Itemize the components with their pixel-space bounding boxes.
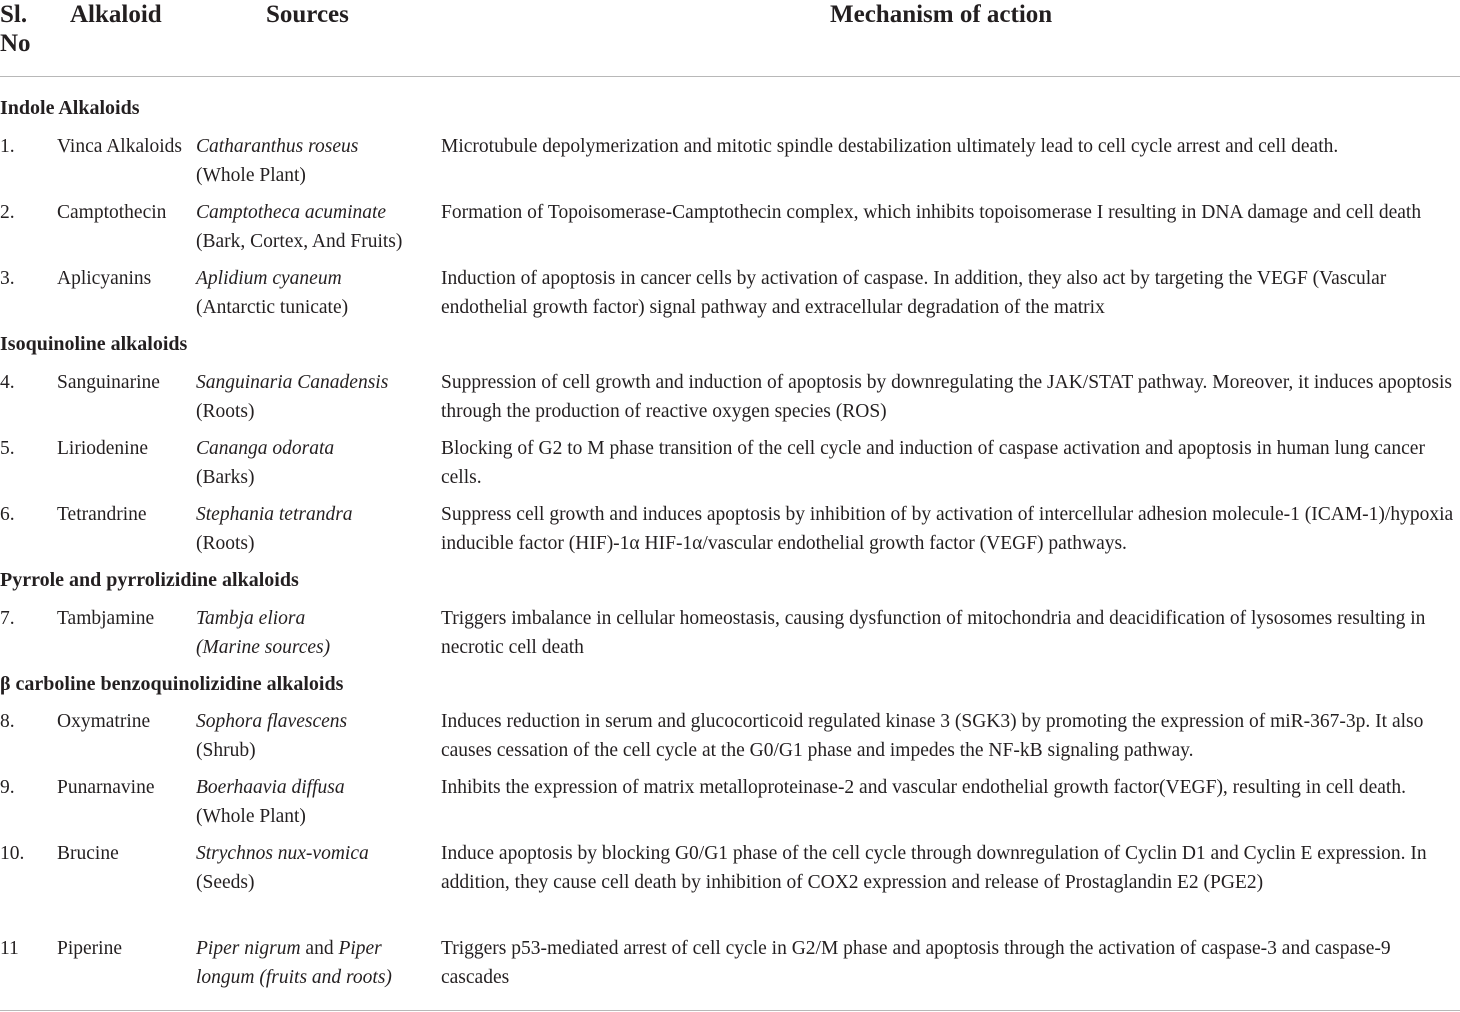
source-cell — [196, 434, 436, 492]
row-number: 2. — [0, 202, 15, 223]
row-number: 4. — [0, 372, 15, 393]
source-part: (Marine sources) — [196, 637, 331, 658]
source-part: (Whole Plant) — [196, 165, 306, 186]
row-number: 10. — [0, 843, 25, 864]
row-number: 11 — [0, 938, 19, 959]
source-part: (Antarctic tunicate) — [196, 297, 349, 318]
mechanism-text: Blocking of G2 to M phase transition of the cell cycle and induction of caspase activation and apoptosis in human lung cancer cells. — [441, 438, 1425, 488]
source-cell — [196, 773, 436, 831]
source-part: (Bark, Cortex, And Fruits) — [196, 231, 403, 252]
alkaloid-name: Piperine — [57, 938, 122, 959]
alkaloid-name: Vinca Alkaloids — [57, 136, 183, 157]
source-cell — [196, 707, 436, 765]
source-species: Camptotheca acuminate — [196, 202, 387, 223]
source-species: Tambja eliora — [196, 608, 306, 629]
source-cell — [196, 132, 436, 190]
source-cell — [196, 839, 436, 897]
row-number: 9. — [0, 777, 15, 798]
alkaloid-name: Aplicyanins — [57, 268, 152, 289]
source-cell — [196, 500, 436, 558]
source-part: (Roots) — [196, 401, 255, 422]
row-number: 8. — [0, 711, 15, 732]
source-cell — [196, 604, 436, 662]
source-part: (Seeds) — [196, 872, 255, 893]
header-sources: Sources — [266, 1, 349, 28]
source-species: Piper — [338, 938, 382, 959]
source-species: Catharanthus roseus — [196, 136, 359, 157]
source-species: Aplidium cyaneum — [196, 268, 342, 289]
section-title: β carboline benzoquinolizidine alkaloids — [0, 673, 344, 695]
alkaloid-name: Liriodenine — [57, 438, 148, 459]
header-sl-no: Sl. No — [0, 1, 31, 57]
mechanism-text: Formation of Topoisomerase-Camptothecin complex, which inhibits topoisomerase I resulting in DNA damage and cell death — [441, 202, 1422, 223]
row-number: 7. — [0, 608, 15, 629]
header-alkaloid: Alkaloid — [70, 1, 162, 28]
alkaloid-name: Camptothecin — [57, 202, 167, 223]
source-species: Sophora flavescens — [196, 711, 348, 732]
source-part: (Whole Plant) — [196, 806, 306, 827]
alkaloid-name: Sanguinarine — [57, 372, 160, 393]
row-number: 6. — [0, 504, 15, 525]
source-cell — [196, 934, 436, 992]
source-line-1 — [196, 934, 436, 963]
alkaloid-name: Punarnavine — [57, 777, 155, 798]
mechanism-text: Triggers imbalance in cellular homeostasis, causing dysfunction of mitochondria and deacidification of lysosomes resulting in necrotic cell death — [441, 608, 1426, 658]
row-number: 1. — [0, 136, 15, 157]
header-divider — [0, 76, 1460, 77]
source-species: Cananga odorata — [196, 438, 335, 459]
mechanism-text: Microtubule depolymerization and mitotic spindle destabilization ultimately lead to cell cycle arrest and cell death. — [441, 136, 1339, 157]
mechanism-text: Inhibits the expression of matrix metalloproteinase-2 and vascular endothelial growth factor(VEGF), resulting in cell death. — [441, 777, 1406, 798]
source-part: longum (fruits and roots) — [196, 967, 392, 988]
mechanism-text: Triggers p53-mediated arrest of cell cycle in G2/M phase and apoptosis through the activation of caspase-3 and caspase-9 cascades — [441, 938, 1391, 988]
source-part: (Roots) — [196, 533, 255, 554]
source-species: Boerhaavia diffusa — [196, 777, 345, 798]
table-bottom-divider — [0, 1010, 1460, 1011]
source-cell — [196, 264, 436, 322]
source-species: Stephania tetrandra — [196, 504, 353, 525]
alkaloid-name: Tambjamine — [57, 608, 155, 629]
mechanism-text: Suppress cell growth and induces apoptosis by inhibition of by activation of intercellular adhesion molecule-1 (ICAM-1)/hypoxia inducible factor (HIF)-1α HIF-1α/vascular endothelial growth factor (VEGF) pathways. — [441, 504, 1454, 554]
source-species: Sanguinaria Canadensis — [196, 372, 389, 393]
row-number: 5. — [0, 438, 15, 459]
alkaloid-name: Oxymatrine — [57, 711, 151, 732]
section-title: Pyrrole and pyrrolizidine alkaloids — [0, 569, 299, 591]
mechanism-text: Induces reduction in serum and glucocorticoid regulated kinase 3 (SGK3) by promoting the expression of miR-367-3p. It also causes cessation of the cell cycle at the G0/G1 phase and impedes the NF-kB signaling pathway. — [441, 711, 1424, 761]
source-species: Strychnos nux-vomica — [196, 843, 369, 864]
mechanism-text: Induce apoptosis by blocking G0/G1 phase of the cell cycle through downregulation of Cyclin D1 and Cyclin E expression. In addition, they cause cell death by inhibition of COX2 expression and release of Prostaglandin E2 (PGE2) — [441, 843, 1427, 893]
alkaloid-name: Brucine — [57, 843, 119, 864]
section-title: Isoquinoline alkaloids — [0, 333, 188, 355]
mechanism-text: Induction of apoptosis in cancer cells by activation of caspase. In addition, they also act by targeting the VEGF (Vascular endothelial growth factor) signal pathway and extracellular degradation of the matrix — [441, 268, 1387, 318]
alkaloid-name: Tetrandrine — [57, 504, 147, 525]
source-cell — [196, 368, 436, 426]
header-mechanism: Mechanism of action — [830, 1, 1053, 28]
source-conjunction: and — [305, 938, 334, 959]
source-part: (Shrub) — [196, 740, 256, 761]
source-cell — [196, 198, 436, 256]
source-part: (Barks) — [196, 467, 255, 488]
mechanism-text: Suppression of cell growth and induction of apoptosis by downregulating the JAK/STAT pathway. Moreover, it induces apoptosis through the production of reactive oxygen species (ROS) — [441, 372, 1452, 422]
row-number: 3. — [0, 268, 15, 289]
section-title: Indole Alkaloids — [0, 97, 140, 119]
source-species: Piper nigrum — [196, 938, 301, 959]
